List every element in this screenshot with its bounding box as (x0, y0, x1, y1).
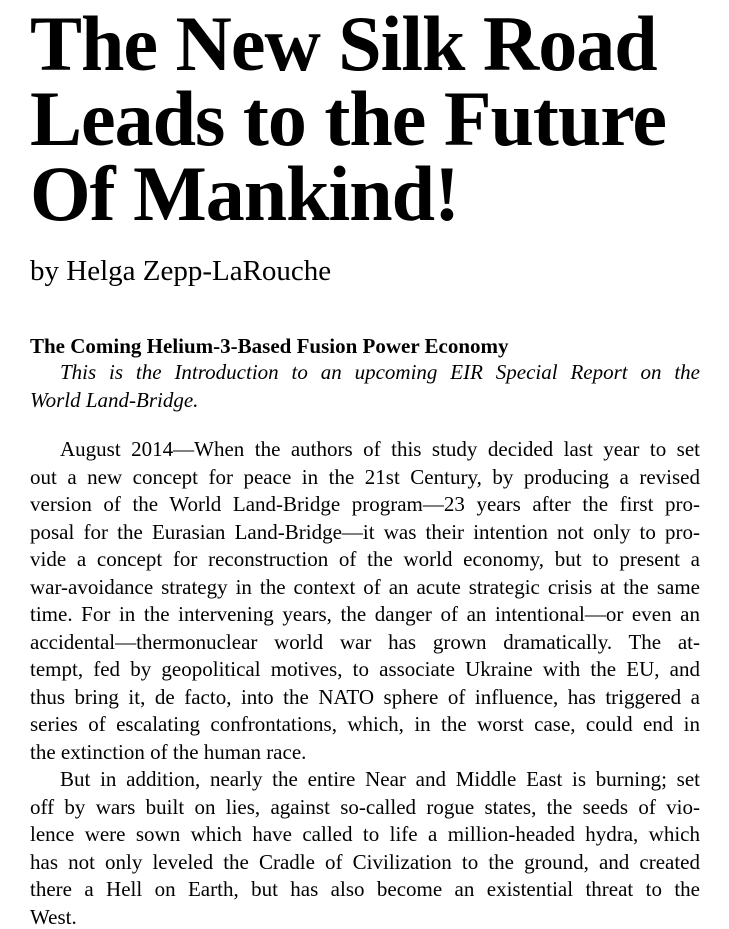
byline: by Helga Zepp-LaRouche (30, 255, 332, 287)
article-title (30, 0, 700, 237)
text-line: lence were sown which have called to life a million-headed hydra, which (30, 822, 700, 846)
title-line: The New Silk Road (30, 0, 657, 87)
text-line: series of escalating confrontations, which, in the worst case, could end in (30, 712, 700, 736)
text-line: thus bring it, de facto, into the NATO sphere of influence, has triggered a (30, 684, 700, 709)
section-heading: The Coming Helium-3-Based Fusion Power Economy (30, 334, 509, 358)
text-line: out a new concept for peace in the 21st Century, by producing a revised (30, 464, 700, 489)
text-line: war-avoidance strategy in the context of an acute strategic crisis at the same (30, 574, 700, 599)
title-line: Of Mankind! (30, 150, 459, 237)
text-line: This is the Introduction to an upcoming EIR Special Report on the (60, 360, 700, 384)
text-line: version of the World Land-Bridge program—23 years after the first pro- (30, 492, 700, 516)
text-line: accidental—thermonuclear world war has grown dramatically. The at- (30, 629, 700, 654)
paragraph (30, 436, 700, 766)
text-line: August 2014—When the authors of this study decided last year to set (60, 437, 700, 461)
paragraph (30, 766, 700, 929)
text-line: tempt, fed by geopolitical motives, to associate Ukraine with the EU, and (30, 657, 700, 681)
text-line: has not only leveled the Cradle of Civilization to the ground, and created (30, 849, 700, 874)
intro-note (30, 359, 700, 414)
text-line: West. (30, 904, 77, 929)
text-line: time. For in the intervening years, the danger of an intentional—or even an (30, 602, 700, 626)
text-line: vide a concept for reconstruction of the world economy, but to present a (30, 547, 700, 571)
text-line: posal for the Eurasian Land-Bridge—it was their intention not only to pro- (30, 519, 700, 544)
text-line: the extinction of the human race. (30, 739, 307, 764)
text-line: off by wars built on lies, against so-called rogue states, the seeds of vio- (30, 794, 700, 819)
text-line: there a Hell on Earth, but has also become an existential threat to the (30, 877, 700, 901)
text-line: World Land-Bridge. (30, 387, 199, 412)
text-line: But in addition, nearly the entire Near and Middle East is burning; set (60, 767, 700, 791)
title-line: Leads to the Future (30, 75, 667, 162)
